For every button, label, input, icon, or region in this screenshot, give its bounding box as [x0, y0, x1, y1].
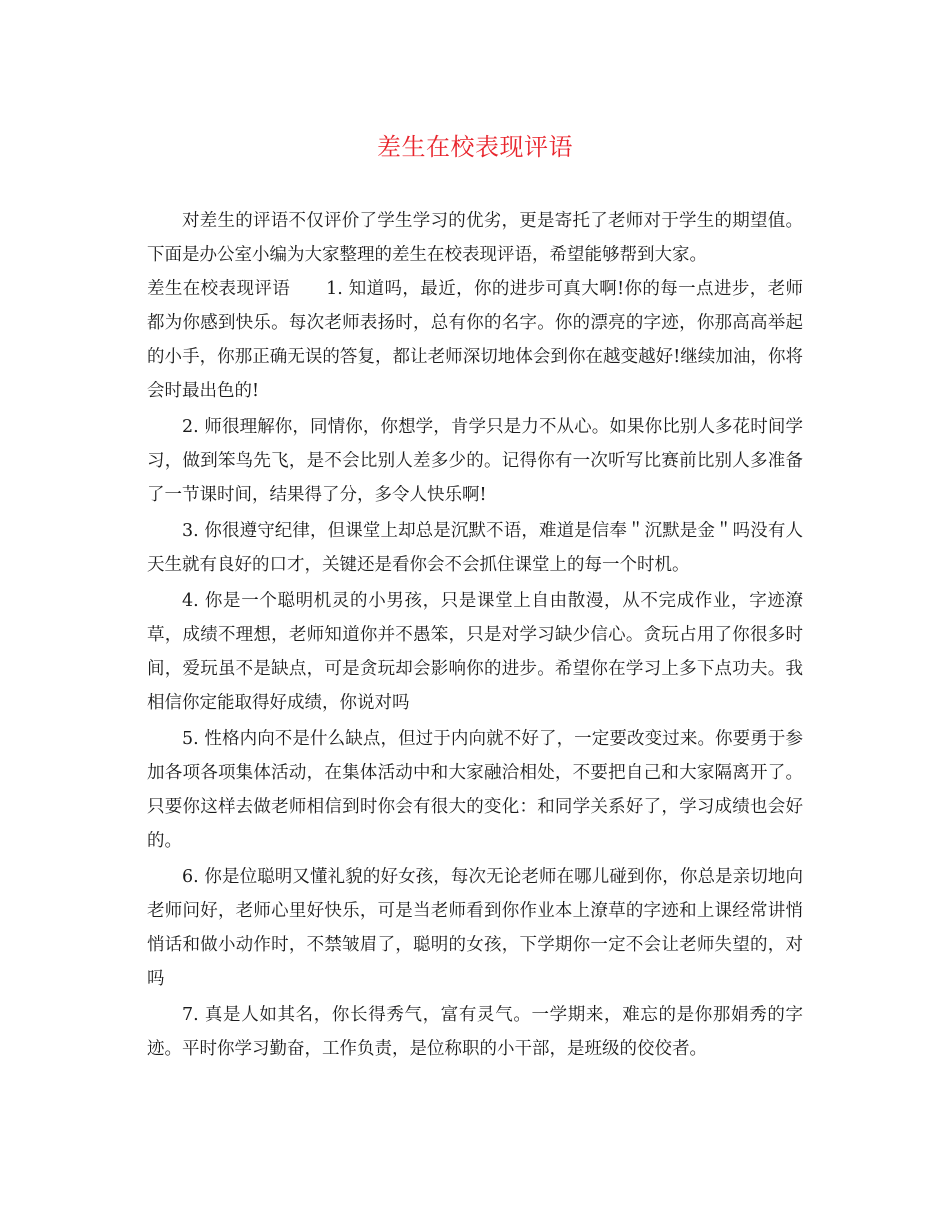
document-title: 差生在校表现评语	[377, 133, 573, 161]
item-paragraph-4: 4. 你是一个聪明机灵的小男孩，只是课堂上自由散漫，从不完成作业，字迹潦草，成绩不理想，老师知道你并不愚笨，只是对学习缺少信心。贪玩占用了你很多时间，爱玩虽不是缺点，可是贪玩却会影响你的进步。希望你在学习上多下点功夫。我相信你定能取得好成绩，你说对吗	[147, 591, 803, 713]
item-paragraph-6: 6. 你是位聪明又懂礼貌的好女孩，每次无论老师在哪儿碰到你，你总是亲切地向老师问好，老师心里好快乐，可是当老师看到你作业本上潦草的字迹和上课经常讲悄悄话和做小动作时，不禁皱眉了，聪明的女孩，下学期你一定不会让老师失望的，对吗	[147, 867, 803, 989]
item-paragraph-2: 2. 师很理解你，同情你，你想学，肯学只是力不从心。如果你比别人多花时间学习，做到笨鸟先飞，是不会比别人差多少的。记得你有一次听写比赛前比别人多准备了一节课时间，结果得了分，多令人快乐啊!	[147, 417, 803, 505]
intro-paragraph: 对差生的评语不仅评价了学生学习的优劣，更是寄托了老师对于学生的期望值。下面是办公室小编为大家整理的差生在校表现评语，希望能够帮到大家。	[147, 211, 803, 265]
item-paragraph-7: 7. 真是人如其名，你长得秀气，富有灵气。一学期来，难忘的是你那娟秀的字迹。平时你学习勤奋，工作负责，是位称职的小干部，是班级的佼佼者。	[147, 1005, 803, 1059]
section-label: 差生在校表现评语	[147, 279, 291, 299]
item-text-1: 1. 知道吗，最近，你的进步可真大啊!你的每一点进步，老师都为你感到快乐。每次老师表扬时，总有你的名字。你的漂亮的字迹，你那高高举起的小手，你那正确无误的答复，都让老师深切地体会到你在越变越好!继续加油，你将会时最出色的!	[147, 279, 803, 401]
document-body	[147, 204, 803, 1066]
item-paragraph-1	[147, 272, 803, 408]
item-paragraph-5: 5. 性格内向不是什么缺点，但过于内向就不好了，一定要改变过来。你要勇于参加各项各项集体活动，在集体活动中和大家融洽相处，不要把自己和大家隔离开了。只要你这样去做老师相信到时你会有很大的变化：和同学关系好了，学习成绩也会好的。	[147, 729, 803, 851]
item-paragraph-3: 3. 你很遵守纪律，但课堂上却总是沉默不语，难道是信奉＂沉默是金＂吗没有人天生就有良好的口才，关键还是看你会不会抓住课堂上的每一个时机。	[147, 521, 803, 575]
